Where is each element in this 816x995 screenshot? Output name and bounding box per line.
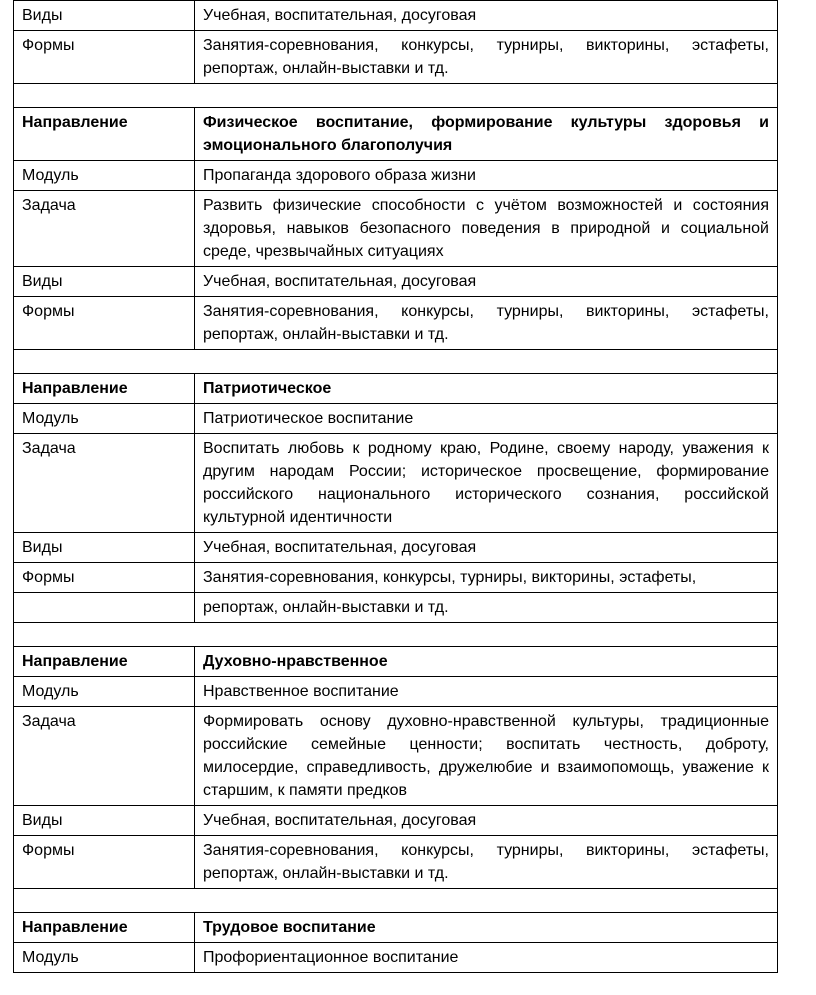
row-value: Патриотическое воспитание (195, 404, 778, 434)
row-label: Формы (14, 297, 195, 350)
section-title: Патриотическое (195, 374, 778, 404)
section-header-row (14, 374, 778, 404)
row-value: Учебная, воспитательная, досуговая (195, 1, 778, 31)
table-row (14, 297, 778, 350)
row-value: Учебная, воспитательная, досуговая (195, 806, 778, 836)
section-label: Направление (14, 108, 195, 161)
section-label: Направление (14, 647, 195, 677)
row-label: Формы (14, 836, 195, 889)
spacer-row (14, 623, 778, 647)
table-row (14, 1, 778, 31)
row-value: Пропаганда здорового образа жизни (195, 161, 778, 191)
table-row (14, 563, 778, 593)
row-label: Задача (14, 707, 195, 806)
spacer-cell (14, 623, 778, 647)
section-title: Духовно-нравственное (195, 647, 778, 677)
row-value: Профориентационное воспитание (195, 943, 778, 973)
section-header-row (14, 913, 778, 943)
row-value: Нравственное воспитание (195, 677, 778, 707)
section-label: Направление (14, 913, 195, 943)
spacer-row (14, 350, 778, 374)
row-value: Формировать основу духовно-нравственной культуры, традиционные российские семейные ценности; воспитать честность, доброту, милосердие, справедливость, дружелюбие и взаимопомощь, уважение к старшим, к памяти предков (195, 707, 778, 806)
program-table (13, 0, 778, 973)
table-row (14, 677, 778, 707)
row-label: Виды (14, 267, 195, 297)
row-label: Модуль (14, 943, 195, 973)
table-row (14, 836, 778, 889)
table-row (14, 267, 778, 297)
section-title: Физическое воспитание, формирование культуры здоровья и эмоционального благополучия (195, 108, 778, 161)
row-label: Задача (14, 191, 195, 267)
section-title: Трудовое воспитание (195, 913, 778, 943)
table-row (14, 161, 778, 191)
row-value: Занятия-соревнования, конкурсы, турниры, викторины, эстафеты, репортаж, онлайн-выставки и тд. (195, 836, 778, 889)
spacer-cell (14, 889, 778, 913)
row-label: Формы (14, 31, 195, 84)
table-row (14, 434, 778, 533)
section-label: Направление (14, 374, 195, 404)
row-value: Учебная, воспитательная, досуговая (195, 533, 778, 563)
row-label: Формы (14, 563, 195, 593)
row-value: Учебная, воспитательная, досуговая (195, 267, 778, 297)
row-label (14, 593, 195, 623)
table-row (14, 707, 778, 806)
table-row (14, 31, 778, 84)
table-row (14, 806, 778, 836)
row-value: Развить физические способности с учётом возможностей и состояния здоровья, навыков безопасного поведения в природной и социальной среде, чрезвычайных ситуациях (195, 191, 778, 267)
table-row (14, 404, 778, 434)
spacer-row (14, 889, 778, 913)
row-label: Задача (14, 434, 195, 533)
row-label: Модуль (14, 404, 195, 434)
row-value: репортаж, онлайн-выставки и тд. (195, 593, 778, 623)
table-row (14, 593, 778, 623)
row-label: Виды (14, 1, 195, 31)
row-label: Виды (14, 533, 195, 563)
row-value: Занятия-соревнования, конкурсы, турниры, викторины, эстафеты, репортаж, онлайн-выставки и тд. (195, 297, 778, 350)
row-value: Занятия-соревнования, конкурсы, турниры, викторины, эстафеты, репортаж, онлайн-выставки и тд. (195, 31, 778, 84)
spacer-cell (14, 350, 778, 374)
row-label: Модуль (14, 677, 195, 707)
section-header-row (14, 647, 778, 677)
row-label: Модуль (14, 161, 195, 191)
section-header-row (14, 108, 778, 161)
row-value: Занятия-соревнования, конкурсы, турниры, викторины, эстафеты, (195, 563, 778, 593)
row-label: Виды (14, 806, 195, 836)
spacer-row (14, 84, 778, 108)
spacer-cell (14, 84, 778, 108)
table-row (14, 191, 778, 267)
table-row (14, 533, 778, 563)
table-row (14, 943, 778, 973)
row-value: Воспитать любовь к родному краю, Родине, своему народу, уважения к другим народам России; историческое просвещение, формирование российского национального исторического сознания, российской культурной идентичности (195, 434, 778, 533)
